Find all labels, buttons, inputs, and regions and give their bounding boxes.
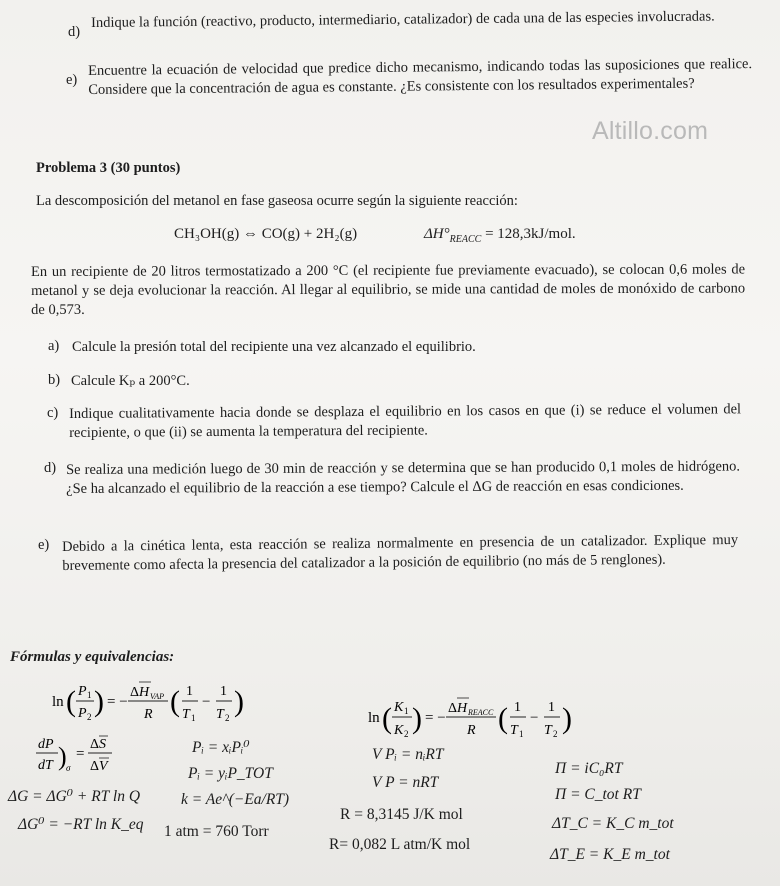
- svg-text:): ): [94, 685, 104, 718]
- svg-text:1: 1: [220, 684, 227, 699]
- svg-text:REACC: REACC: [468, 708, 494, 717]
- svg-text:σ: σ: [66, 763, 71, 773]
- formula-vp: V P = nRT: [372, 774, 439, 791]
- svg-text:R: R: [467, 723, 476, 738]
- reaction-enthalpy: [424, 226, 576, 245]
- problem-title: Problema 3 (30 puntos): [36, 160, 181, 176]
- reaction-equation: CH₃OH(g) ⇔ CO(g) + 2H₂(g): [174, 226, 358, 242]
- svg-text:=: =: [76, 746, 85, 762]
- question-d-label: d): [44, 460, 57, 476]
- svg-text:): ): [562, 702, 572, 735]
- svg-text:1: 1: [186, 684, 193, 699]
- watermark: Altillo.com: [592, 117, 709, 145]
- formula-clausius-clapeyron: [52, 680, 252, 735]
- svg-text:1: 1: [87, 690, 92, 700]
- svg-text:1: 1: [548, 700, 555, 715]
- svg-text:H: H: [457, 701, 468, 716]
- svg-text:): ): [412, 702, 422, 735]
- question-e-label: e): [38, 537, 50, 553]
- svg-text:Δ: Δ: [90, 759, 100, 774]
- question-b-label: b): [48, 372, 61, 388]
- formula-arrhenius: k = Ae^(−Ea/RT): [181, 791, 290, 808]
- svg-text:ln: ln: [368, 710, 380, 726]
- formula-delta-g0: ΔG⁰ = −RT ln K_eq: [18, 816, 144, 833]
- svg-text:= −: = −: [107, 694, 128, 710]
- formula-osmotic-2: Π = C_tot RT: [555, 786, 641, 803]
- svg-text:): ): [58, 742, 67, 771]
- question-a-label: a): [48, 338, 60, 354]
- svg-text:K: K: [394, 700, 404, 715]
- enthalpy-subscript: REACC: [449, 234, 482, 245]
- svg-text:2: 2: [404, 729, 409, 739]
- formula-delta-tc: ΔT_C = K_C m_tot: [552, 815, 674, 832]
- svg-text:(: (: [66, 685, 76, 718]
- svg-text:2: 2: [553, 729, 558, 739]
- svg-text:ln: ln: [52, 694, 64, 710]
- svg-text:H: H: [139, 685, 150, 700]
- svg-text:1: 1: [514, 700, 521, 715]
- top-item-e-label: e): [66, 72, 78, 88]
- svg-text:K: K: [394, 723, 404, 738]
- svg-text:S: S: [99, 737, 106, 752]
- question-a-text: Calcule la presión total del recipiente una vez alcanzado el equilibrio.: [72, 339, 476, 355]
- formula-vpi: V Pᵢ = nᵢRT: [372, 746, 444, 763]
- formula-pi-yp: Pᵢ = yᵢP_TOT: [188, 765, 273, 782]
- svg-text:2: 2: [87, 712, 92, 722]
- question-d-text: Se realiza una medición luego de 30 min de reacción y se determina que se han producido 0,1 moles de hidrógeno. ¿Se ha alcanzado el equilibrio de la reacción a ese tiempo? Calcule el ΔG de reacción en esas condiciones.: [66, 458, 741, 497]
- formula-vant-hoff: [368, 696, 598, 753]
- formula-delta-te: ΔT_E = K_E m_tot: [550, 846, 670, 863]
- svg-text:Δ: Δ: [130, 685, 140, 700]
- svg-text:dP: dP: [38, 737, 54, 752]
- svg-text:= −: = −: [425, 710, 446, 726]
- svg-text:Δ: Δ: [448, 701, 458, 716]
- svg-text:1: 1: [519, 729, 524, 739]
- formulas-title: Fórmulas y equivalencias:: [10, 649, 175, 665]
- intro-text: La descomposición del metanol en fase gaseosa ocurre según la siguiente reacción:: [36, 193, 518, 209]
- svg-text:V: V: [99, 759, 108, 774]
- top-item-e-text: Encuentre la ecuación de velocidad que predice dicho mecanismo, indicando todas las suposiciones que realice. Considere que la concentración de agua es constante. ¿Es consistente con los resultados experimentales?: [88, 56, 753, 98]
- top-item-d-label: d): [68, 24, 81, 40]
- enthalpy-symbol: ΔH°: [424, 226, 450, 242]
- svg-text:(: (: [170, 685, 180, 718]
- svg-text:T: T: [510, 723, 518, 738]
- svg-text:−: −: [530, 710, 539, 726]
- formula-r1: R = 8,3145 J/K mol: [340, 806, 463, 823]
- svg-text:2: 2: [225, 713, 230, 723]
- svg-text:−: −: [202, 694, 211, 710]
- formula-r2: R= 0,082 L atm/K mol: [329, 836, 471, 853]
- svg-text:1: 1: [404, 706, 409, 716]
- enthalpy-value: = 128,3kJ/mol.: [485, 226, 576, 242]
- formula-delta-g: ΔG = ΔG⁰ + RT ln Q: [8, 788, 141, 805]
- formula-atm: 1 atm = 760 Torr: [164, 823, 269, 840]
- top-item-d-text: Indique la función (reactivo, producto, intermediario, catalizador) de cada una de las especies involucradas.: [91, 8, 715, 31]
- svg-text:P: P: [78, 706, 87, 721]
- question-b-text: Calcule Kₚ a 200°C.: [71, 373, 190, 389]
- svg-text:(: (: [382, 702, 392, 735]
- svg-text:P: P: [78, 684, 87, 699]
- svg-text:VAP: VAP: [150, 692, 165, 701]
- question-c-text: Indique cualitativamente hacia donde se desplaza el equilibrio en los casos en que (i) se reduce el volumen del recipiente, o que (ii) se aumenta la temperatura del recipiente.: [69, 401, 742, 441]
- problem-statement: En un recipiente de 20 litros termostatizado a 200 °C (el recipiente fue previamente evacuado), se colocan 0,6 moles de metanol y se deja evolucionar la reacción. Al llegar al equilibrio, se mide una cantidad de moles de monóxido de carbono de 0,573.: [31, 261, 746, 318]
- svg-text:1: 1: [191, 713, 196, 723]
- formula-clapeyron: [36, 733, 126, 784]
- svg-text:T: T: [216, 707, 224, 722]
- svg-text:dT: dT: [38, 758, 53, 773]
- formula-osmotic-1: Π = iC₀RT: [555, 760, 623, 777]
- svg-text:): ): [234, 685, 244, 718]
- svg-text:(: (: [498, 702, 508, 735]
- svg-text:Δ: Δ: [90, 737, 100, 752]
- svg-text:T: T: [182, 707, 190, 722]
- question-e-text: Debido a la cinética lenta, esta reacción se realiza normalmente en presencia de un catalizador. Explique muy brevemente como afecta la presencia del catalizador a la posición de equilibrio (no más de 5 renglones).: [62, 531, 739, 574]
- question-c-label: c): [47, 405, 59, 421]
- svg-text:T: T: [544, 723, 552, 738]
- svg-text:R: R: [144, 707, 153, 722]
- formula-pi-xp: Pᵢ = xᵢPᵢ⁰: [192, 739, 250, 756]
